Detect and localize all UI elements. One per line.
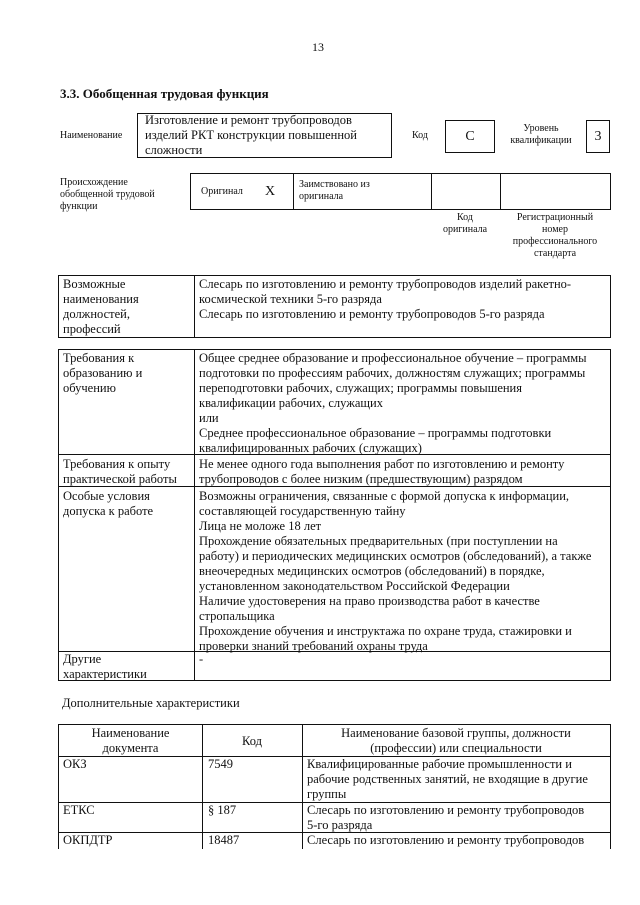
- req-line: Среднее профессиональное образование – программы подготовки: [199, 426, 552, 440]
- req-line: -: [199, 652, 204, 666]
- req-line: трубопроводов с более низким (предшествующим) разрядом: [199, 472, 523, 486]
- req-line: квалификации рабочих, служащих: [199, 396, 383, 410]
- req-label-line: Требования к опыту: [63, 457, 171, 471]
- req-experience-value: [199, 457, 564, 487]
- req-line: квалифицированных рабочих (служащих): [199, 441, 422, 455]
- positions-line: Слесарь по изготовлению и ремонту трубопроводов 5-го разряда: [199, 307, 545, 321]
- header-code: Код: [242, 734, 262, 748]
- additional-table: [58, 724, 611, 849]
- row-doc: ЕТКС: [63, 803, 95, 817]
- req-label-line: Другие: [63, 652, 102, 666]
- positions-label-line: наименования: [63, 292, 139, 306]
- reg-caption-line: Регистрационный: [516, 212, 594, 223]
- original-mark: X: [265, 184, 276, 199]
- row-name-line: Слесарь по изготовлению и ремонту трубопроводов: [307, 833, 585, 847]
- header-doc: [59, 726, 202, 756]
- req-line: Прохождение обязательных предварительных (при поступлении на: [199, 534, 558, 548]
- req-line: установленном законодательством Российской Федерации: [199, 579, 510, 593]
- positions-label-line: профессий: [63, 322, 121, 336]
- header-name-line: Наименование базовой группы, должности: [341, 726, 571, 740]
- req-line: составляющей государственную тайну: [199, 504, 406, 518]
- level-box: [586, 120, 610, 153]
- header-doc-line: Наименование: [91, 726, 170, 740]
- reg-caption-line: профессионального: [512, 236, 598, 247]
- row-name: [307, 833, 584, 848]
- row-name: [307, 757, 588, 802]
- req-line: Возможны ограничения, связанные с формой допуска к информации,: [199, 489, 570, 503]
- page-number: 13: [312, 40, 324, 54]
- code-caption-line: оригинала: [442, 224, 488, 235]
- req-label-line: характеристики: [63, 667, 147, 681]
- req-line: Прохождение обучения и инструктажа по охране труда, стажировки и: [199, 624, 572, 638]
- row-name: [307, 803, 584, 833]
- reg-caption: [500, 212, 610, 260]
- level-label: [500, 123, 582, 147]
- req-line: Лица не моложе 18 лет: [199, 519, 322, 533]
- requirements-table: [58, 349, 611, 681]
- req-line: или: [199, 411, 219, 425]
- req-label-line: допуска к работе: [63, 504, 154, 518]
- req-line: внеочередных медицинских осмотров (обследований) в порядке,: [199, 564, 545, 578]
- original-label: Оригинал: [201, 186, 243, 197]
- req-line: стропальщика: [199, 609, 275, 623]
- code-caption-line: Код: [457, 212, 473, 223]
- name-line: сложности: [145, 143, 203, 157]
- row-name-line: Слесарь по изготовлению и ремонту трубопроводов: [307, 803, 585, 817]
- borrowed-line: Заимствовано из: [299, 179, 370, 190]
- req-special-value: [199, 489, 591, 654]
- name-line: изделий РКТ конструкции повышенной: [145, 128, 357, 142]
- borrowed-line: оригинала: [299, 191, 344, 202]
- row-doc: ОКЗ: [63, 757, 87, 771]
- req-label-line: образованию и: [63, 366, 143, 380]
- positions-value: [199, 277, 571, 322]
- row-name-line: группы: [307, 787, 347, 801]
- header-doc-line: документа: [102, 741, 159, 755]
- req-education-label: [63, 351, 142, 396]
- origin-table: [190, 173, 611, 210]
- req-line: Общее среднее образование и профессиональное обучение – программы: [199, 351, 587, 365]
- req-special-label: [63, 489, 153, 519]
- borrowed-label: [299, 179, 370, 203]
- level-label-line: Уровень: [523, 123, 559, 134]
- positions-line: космической техники 5-го разряда: [199, 292, 382, 306]
- code-value: C: [465, 129, 475, 144]
- req-other-label: [63, 652, 147, 682]
- row-name-line: 5-го разряда: [307, 818, 373, 832]
- row-doc: ОКПДТР: [63, 833, 113, 847]
- origin-label-line: обобщенной трудовой: [60, 189, 155, 200]
- req-other-value: [199, 652, 203, 667]
- req-label-line: Требования к: [63, 351, 135, 365]
- req-line: подготовки по профессиям рабочих, должностям служащих; программы: [199, 366, 586, 380]
- origin-label: [60, 177, 155, 213]
- code-caption: [432, 212, 498, 236]
- req-line: проверки знаний требований охраны труда: [199, 639, 428, 653]
- header-name-line: (профессии) или специальности: [370, 741, 542, 755]
- level-label-line: квалификации: [510, 135, 572, 146]
- req-label-line: обучению: [63, 381, 116, 395]
- positions-table: [58, 275, 611, 338]
- req-line: переподготовки рабочих, служащих; программы повышения: [199, 381, 522, 395]
- origin-label-line: функции: [60, 201, 98, 212]
- code-label: Код: [412, 130, 428, 141]
- row-code: 18487: [208, 833, 240, 847]
- section-title: 3.3. Обобщенная трудовая функция: [60, 86, 269, 101]
- positions-label: [63, 277, 139, 337]
- code-box: [445, 120, 495, 153]
- level-value: 3: [594, 129, 602, 144]
- row-code: § 187: [208, 803, 237, 817]
- row-code: 7549: [208, 757, 233, 771]
- req-education-value: [199, 351, 587, 456]
- req-line: Наличие удостоверения на право производства работ в качестве: [199, 594, 540, 608]
- req-label-line: Особые условия: [63, 489, 150, 503]
- req-line: Не менее одного года выполнения работ по изготовлению и ремонту: [199, 457, 565, 471]
- origin-label-line: Происхождение: [60, 177, 128, 188]
- additional-title: Дополнительные характеристики: [62, 696, 240, 710]
- req-experience-label: [63, 457, 177, 487]
- reg-caption-line: стандарта: [533, 248, 577, 259]
- name-line: Изготовление и ремонт трубопроводов: [145, 113, 352, 127]
- positions-label-line: должностей,: [63, 307, 130, 321]
- positions-label-line: Возможные: [63, 277, 126, 291]
- row-name-line: рабочие родственных занятий, не входящие в другие: [307, 772, 588, 786]
- positions-line: Слесарь по изготовлению и ремонту трубопроводов изделий ракетно-: [199, 277, 572, 291]
- header-name: [302, 726, 610, 756]
- reg-caption-line: номер: [542, 224, 568, 235]
- name-label: Наименование: [60, 130, 123, 141]
- req-label-line: практической работы: [63, 472, 177, 486]
- name-box: [137, 113, 392, 158]
- req-line: работу) и периодических медицинских осмотров (обследований), а также: [199, 549, 592, 563]
- row-name-line: Квалифицированные рабочие промышленности и: [307, 757, 572, 771]
